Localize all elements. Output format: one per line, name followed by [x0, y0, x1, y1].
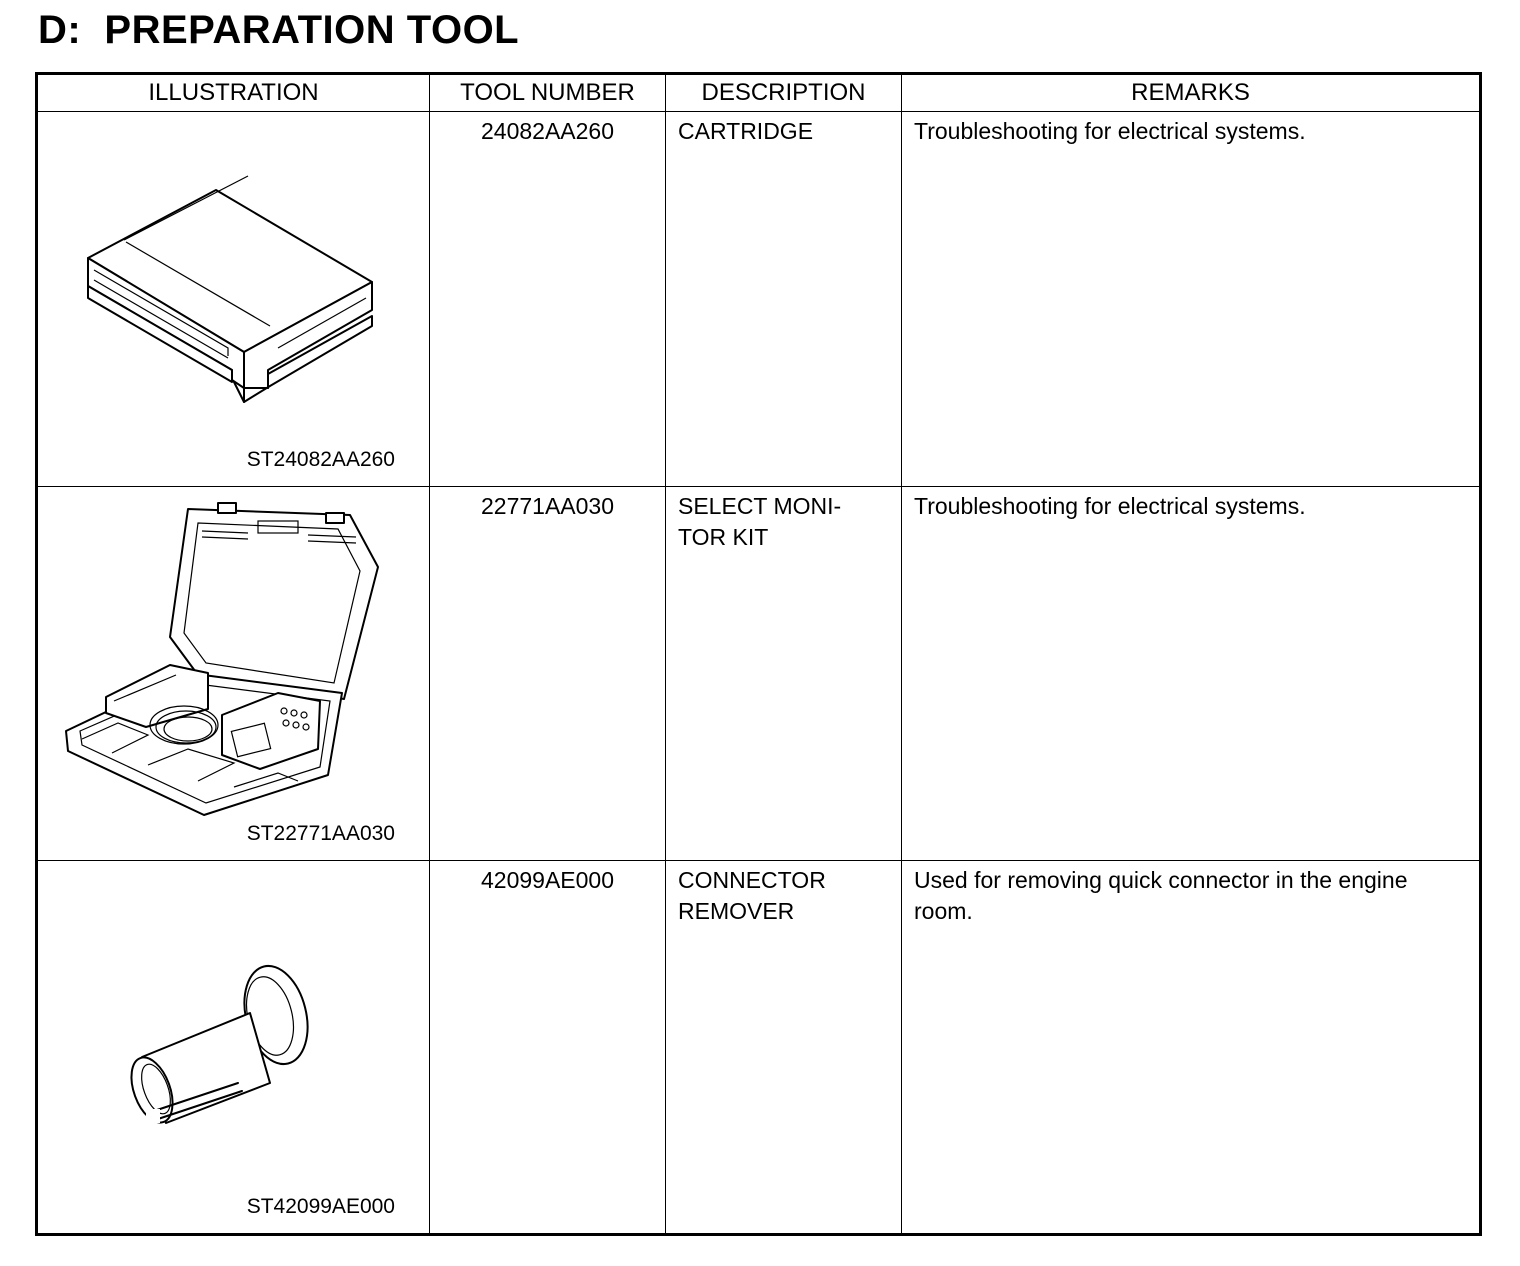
table-header-row	[37, 74, 1481, 112]
description: CONNECTOR REMOVER	[678, 867, 826, 924]
header-illustration: ILLUSTRATION	[37, 74, 430, 112]
select-monitor-kit-icon	[38, 487, 428, 859]
header-description: DESCRIPTION	[666, 74, 902, 112]
remarks: Troubleshooting for electrical systems.	[914, 493, 1306, 519]
preparation-tool-table	[35, 72, 1482, 1236]
tool-number: 42099AE000	[480, 867, 614, 893]
table-row	[37, 487, 1481, 861]
remarks: Used for removing quick connector in the engine room.	[914, 867, 1408, 924]
illustration-cell	[37, 112, 430, 487]
header-remarks: REMARKS	[902, 74, 1481, 112]
tool-number: 22771AA030	[480, 493, 614, 519]
tool-number: 24082AA260	[480, 118, 614, 144]
description: SELECT MONI- TOR KIT	[678, 493, 842, 550]
remarks-cell	[902, 487, 1481, 861]
remarks-cell	[902, 112, 1481, 487]
tool-number-cell	[430, 487, 666, 861]
description-cell	[666, 112, 902, 487]
illustration-cell	[37, 487, 430, 861]
illustration-cell	[37, 861, 430, 1235]
connector-remover-icon	[38, 861, 428, 1233]
table-row	[37, 861, 1481, 1235]
illustration-code: ST22771AA030	[246, 822, 395, 845]
illustration-code: ST42099AE000	[246, 1195, 395, 1218]
description: CARTRIDGE	[678, 118, 814, 144]
description-cell	[666, 861, 902, 1235]
illustration-code: ST24082AA260	[246, 448, 395, 471]
header-tool-number: TOOL NUMBER	[430, 74, 666, 112]
remarks: Troubleshooting for electrical systems.	[914, 118, 1306, 144]
tool-number-cell	[430, 112, 666, 487]
description-cell	[666, 487, 902, 861]
remarks-cell	[902, 861, 1481, 1235]
tool-number-cell	[430, 861, 666, 1235]
page-title: D: PREPARATION TOOL	[38, 8, 520, 52]
table-row	[37, 112, 1481, 487]
cartridge-icon	[38, 112, 428, 484]
